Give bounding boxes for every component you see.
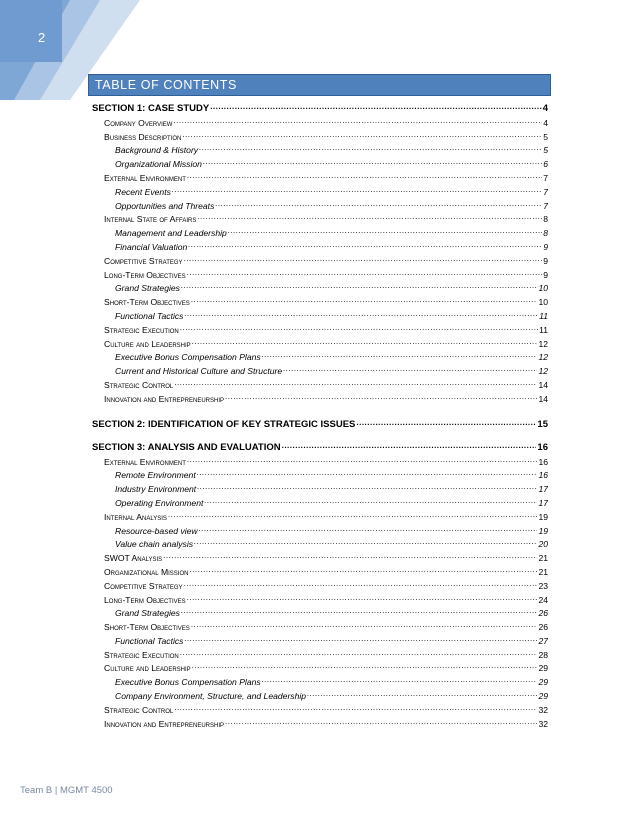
toc-entry-page: 4	[542, 103, 548, 114]
toc-entry-page: 14	[538, 379, 548, 390]
toc-entry-page: 8	[543, 228, 548, 239]
toc-leader-dots	[187, 455, 538, 465]
toc-leader-dots	[283, 364, 537, 374]
toc-entry[interactable]	[92, 114, 548, 128]
toc-entry-page: 4	[543, 117, 548, 128]
toc-leader-dots	[197, 482, 537, 492]
toc-entry[interactable]	[92, 467, 548, 481]
toc-entry[interactable]	[92, 549, 548, 563]
toc-entry[interactable]	[92, 715, 548, 729]
toc-leader-dots	[191, 620, 538, 630]
toc-entry-page: 14	[538, 393, 548, 404]
toc-list	[92, 101, 548, 729]
toc-entry-label: SECTION 3: ANALYSIS AND EVALUATION	[92, 441, 281, 453]
toc-entry-page: 23	[538, 580, 548, 591]
toc-entry-page: 21	[538, 566, 548, 577]
toc-leader-dots	[194, 537, 537, 547]
toc-entry-label: SECTION 2: IDENTIFICATION OF KEY STRATEGIC ISSUES	[92, 418, 356, 430]
toc-entry[interactable]	[92, 362, 548, 376]
toc-entry-label: Opportunities and Threats	[115, 200, 215, 211]
toc-leader-dots	[204, 496, 537, 506]
toc-leader-dots	[181, 281, 537, 291]
toc-leader-dots	[184, 309, 538, 319]
toc-leader-dots	[187, 268, 543, 278]
toc-leader-dots	[180, 648, 538, 658]
toc-entry[interactable]	[92, 238, 548, 252]
toc-entry[interactable]	[92, 494, 548, 508]
toc-entry-page: 11	[539, 324, 548, 335]
toc-leader-dots	[184, 254, 543, 264]
toc-entry-label: Company Overview	[104, 117, 173, 128]
footer: Team B | MGMT 4500	[20, 785, 113, 796]
toc-leader-dots	[203, 157, 542, 167]
toc-leader-dots	[181, 606, 537, 616]
toc-entry-label: Business Description	[104, 131, 182, 142]
toc-entry-page: 7	[543, 172, 548, 183]
toc-leader-dots	[282, 441, 537, 451]
toc-leader-dots	[172, 185, 542, 195]
toc-entry-page: 16	[538, 456, 548, 467]
toc-entry[interactable]	[92, 390, 548, 404]
toc-entry[interactable]	[92, 335, 548, 349]
toc-entry[interactable]	[92, 605, 548, 619]
toc-leader-dots	[262, 675, 538, 685]
toc-entry[interactable]	[92, 155, 548, 169]
toc-entry-label: Strategic Control	[104, 704, 174, 715]
toc-leader-dots	[184, 634, 537, 644]
toc-entry[interactable]	[92, 687, 548, 701]
toc-entry-label: Internal Analysis	[104, 511, 167, 522]
toc-entry-page: 9	[543, 255, 548, 266]
toc-entry-label: Company Environment, Structure, and Leadership	[115, 691, 307, 702]
toc-entry-label: External Environment	[104, 456, 186, 467]
toc-entry-page: 29	[538, 691, 548, 702]
toc-entry-label: Grand Strategies	[115, 283, 180, 294]
toc-entry[interactable]	[92, 646, 548, 660]
toc-entry[interactable]	[92, 480, 548, 494]
toc-leader-dots	[187, 171, 542, 181]
toc-entry-page: 28	[538, 649, 548, 660]
toc-entry[interactable]	[92, 591, 548, 605]
toc-entry[interactable]	[92, 142, 548, 156]
toc-entry-label: Strategic Execution	[104, 324, 179, 335]
toc-section-entry[interactable]	[92, 417, 548, 430]
toc-entry-page: 29	[538, 677, 548, 688]
toc-entry-label: Innovation and Entrepreneurship	[104, 718, 225, 729]
toc-entry-label: Organizational Mission	[104, 566, 189, 577]
toc-leader-dots	[356, 418, 536, 428]
toc-entry[interactable]	[92, 349, 548, 363]
toc-entry-label: SECTION 1: CASE STUDY	[92, 103, 210, 114]
toc-leader-dots	[188, 240, 542, 250]
toc-entry-page: 17	[538, 497, 548, 508]
toc-entry-page: 10	[538, 297, 548, 308]
page-number: 2	[38, 30, 46, 45]
toc-leader-dots	[228, 226, 542, 236]
toc-entry[interactable]	[92, 128, 548, 142]
toc-entry-label: Recent Events	[115, 186, 171, 197]
toc-entry-page: 7	[543, 200, 548, 211]
toc-entry-label: Resource-based view	[115, 525, 198, 536]
toc-entry[interactable]	[92, 536, 548, 550]
toc-entry-label: Financial Valuation	[115, 241, 188, 252]
toc-leader-dots	[225, 717, 537, 727]
toc-entry[interactable]	[92, 453, 548, 467]
toc-entry-page: 8	[543, 214, 548, 225]
toc-leader-dots	[262, 350, 538, 360]
toc-entry[interactable]	[92, 197, 548, 211]
toc-entry[interactable]	[92, 224, 548, 238]
toc-leader-dots	[173, 116, 542, 126]
toc-entry[interactable]	[92, 280, 548, 294]
toc-entry-label: Executive Bonus Compensation Plans	[115, 677, 261, 688]
toc-entry-page: 29	[538, 663, 548, 674]
toc-entry[interactable]	[92, 632, 548, 646]
toc-entry-page: 12	[538, 352, 548, 363]
toc-leader-dots	[182, 130, 542, 140]
toc-title: TABLE OF CONTENTS	[95, 78, 237, 92]
toc-entry-label: Strategic Execution	[104, 649, 179, 660]
toc-entry-page: 32	[538, 704, 548, 715]
toc-leader-dots	[191, 295, 538, 305]
toc-leader-dots	[192, 337, 538, 347]
toc-section-entry[interactable]	[92, 440, 548, 453]
toc-entry[interactable]	[92, 252, 548, 266]
toc-entry-page: 16	[538, 470, 548, 481]
toc-leader-dots	[225, 392, 537, 402]
toc-entry[interactable]	[92, 618, 548, 632]
toc-entry-label: Operating Environment	[115, 497, 204, 508]
toc-entry-page: 20	[538, 539, 548, 550]
toc-entry-page: 5	[543, 131, 548, 142]
toc-entry-label: Value chain analysis	[115, 539, 194, 550]
toc-entry-label: Industry Environment	[115, 484, 197, 495]
toc-entry-page: 5	[543, 145, 548, 156]
toc-entry-page: 17	[538, 484, 548, 495]
toc-leader-dots	[187, 593, 538, 603]
toc-leader-dots	[199, 143, 542, 153]
toc-leader-dots	[168, 510, 538, 520]
toc-entry-label: SWOT Analysis	[104, 553, 163, 564]
toc-leader-dots	[307, 689, 537, 699]
toc-entry-page: 7	[543, 186, 548, 197]
toc-entry-label: Strategic Control	[104, 379, 174, 390]
toc-entry[interactable]	[92, 660, 548, 674]
toc-entry[interactable]	[92, 701, 548, 715]
toc-entry-page: 12	[538, 366, 548, 377]
toc-entry-label: Remote Environment	[115, 470, 196, 481]
toc-entry[interactable]	[92, 211, 548, 225]
toc-entry[interactable]	[92, 522, 548, 536]
toc-entry-page: 12	[538, 338, 548, 349]
toc-entry-label: Internal State of Affairs	[104, 214, 197, 225]
toc-entry-label: Long-Term Objectives	[104, 269, 186, 280]
toc-entry-page: 21	[538, 553, 548, 564]
toc-entry-page: 26	[538, 622, 548, 633]
toc-entry-page: 19	[538, 511, 548, 522]
toc-entry-label: Short-Term Objectives	[104, 622, 190, 633]
toc-entry-label: Grand Strategies	[115, 608, 180, 619]
toc-entry[interactable]	[92, 307, 548, 321]
toc-entry[interactable]	[92, 169, 548, 183]
toc-entry-label: Competitive Strategy	[104, 255, 183, 266]
toc-leader-dots	[197, 468, 538, 478]
toc-entry-label: Short-Term Objectives	[104, 297, 190, 308]
toc-leader-dots	[199, 524, 538, 534]
toc-leader-dots	[180, 323, 538, 333]
toc-entry[interactable]	[92, 673, 548, 687]
toc-entry-label: Long-Term Objectives	[104, 594, 186, 605]
toc-entry-page: 24	[538, 594, 548, 605]
toc-leader-dots	[215, 199, 542, 209]
toc-entry-label: Functional Tactics	[115, 635, 184, 646]
toc-leader-dots	[192, 661, 538, 671]
toc-entry[interactable]	[92, 376, 548, 390]
toc-entry-label: Management and Leadership	[115, 228, 227, 239]
toc-entry-page: 11	[539, 310, 548, 321]
toc-entry-label: Culture and Leadership	[104, 663, 191, 674]
toc-entry-label: Competitive Strategy	[104, 580, 183, 591]
toc-entry[interactable]	[92, 266, 548, 280]
toc-entry[interactable]	[92, 183, 548, 197]
toc-header	[88, 74, 551, 96]
toc-entry-label: Background & History	[115, 145, 199, 156]
toc-entry-label: Culture and Leadership	[104, 338, 191, 349]
toc-entry-page: 26	[538, 608, 548, 619]
toc-entry[interactable]	[92, 577, 548, 591]
toc-entry-label: Functional Tactics	[115, 310, 184, 321]
toc-entry-page: 10	[538, 283, 548, 294]
toc-leader-dots	[189, 565, 537, 575]
toc-leader-dots	[174, 703, 537, 713]
toc-entry-label: Organizational Mission	[115, 159, 202, 170]
toc-leader-dots	[210, 102, 542, 112]
toc-entry-label: Innovation and Entrepreneurship	[104, 393, 225, 404]
toc-entry-page: 27	[538, 635, 548, 646]
toc-entry-page: 19	[538, 525, 548, 536]
toc-entry-page: 9	[543, 241, 548, 252]
toc-entry[interactable]	[92, 563, 548, 577]
toc-entry-page: 32	[538, 718, 548, 729]
toc-leader-dots	[163, 551, 537, 561]
toc-entry-page: 9	[543, 269, 548, 280]
toc-section-entry[interactable]	[92, 101, 548, 114]
toc-leader-dots	[184, 579, 538, 589]
toc-entry-label: Executive Bonus Compensation Plans	[115, 352, 261, 363]
toc-entry[interactable]	[92, 293, 548, 307]
toc-entry[interactable]	[92, 508, 548, 522]
toc-entry-page: 6	[543, 159, 548, 170]
toc-entry-label: Current and Historical Culture and Structure	[115, 366, 283, 377]
toc-entry[interactable]	[92, 321, 548, 335]
toc-entry-page: 16	[537, 441, 548, 453]
toc-leader-dots	[197, 212, 542, 222]
toc-entry-page: 15	[537, 418, 548, 430]
toc-entry-label: External Environment	[104, 172, 186, 183]
toc-leader-dots	[174, 378, 537, 388]
